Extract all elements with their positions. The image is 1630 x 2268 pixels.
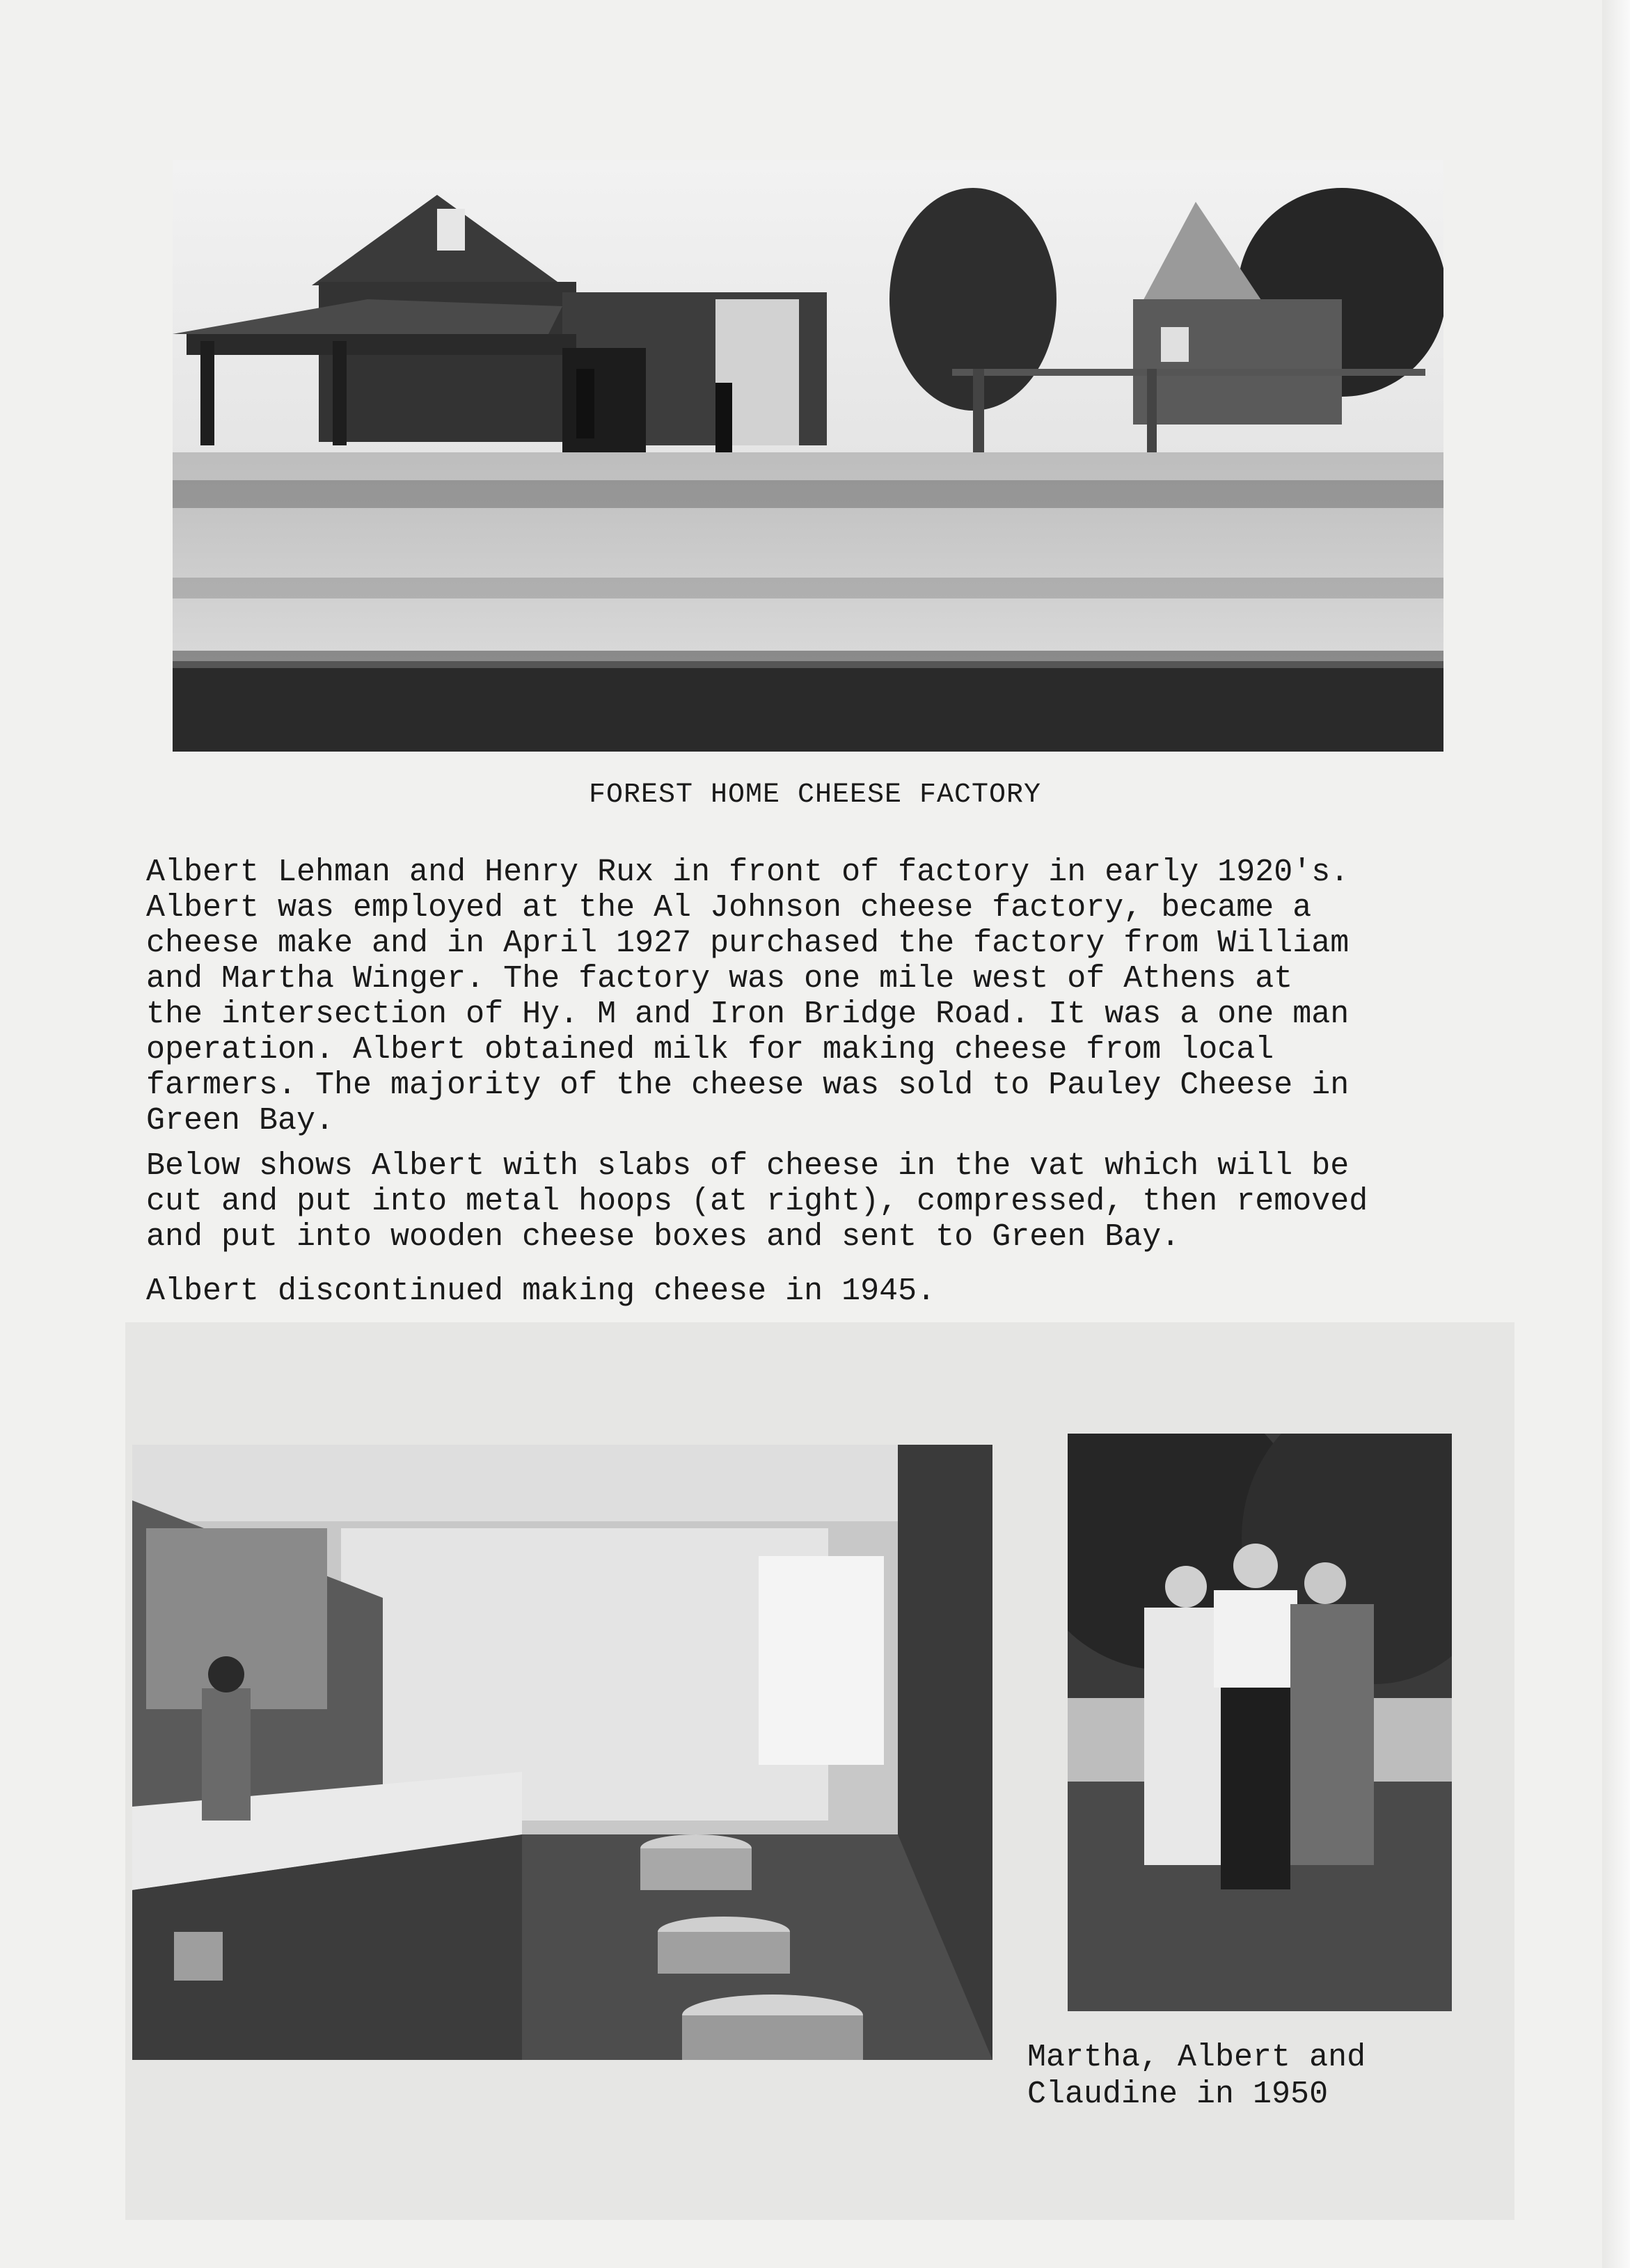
page-edge bbox=[1602, 0, 1630, 2268]
paragraph-discontinued: Albert discontinued making cheese in 1945. bbox=[146, 1274, 936, 1309]
factory-photo bbox=[173, 160, 1443, 752]
family-photo bbox=[1068, 1434, 1452, 2011]
cheese-vat-photo bbox=[132, 1445, 992, 2060]
factory-photo-caption: FOREST HOME CHEESE FACTORY bbox=[588, 779, 1042, 811]
family-photo-caption: Martha, Albert and Claudine in 1950 bbox=[1027, 2040, 1366, 2112]
paragraph-vat-description: Below shows Albert with slabs of cheese in the vat which will be cut and put into metal hoops (at right), compressed, then removed and put into wooden cheese boxes and sent to Green Bay. bbox=[146, 1148, 1368, 1255]
paragraph-history: Albert Lehman and Henry Rux in front of factory in early 1920's. Albert was employed at the Al Johnson cheese factory, became a cheese make and in April 1927 purchased the factory from William and Martha Winger. The factory was one mile west of Athens at the intersection of Hy. M and Iron Bridge Road. It was a one man operation. Albert obtained milk for making cheese from local farmers. The majority of the cheese was sold to Pauley Cheese in Green Bay. bbox=[146, 855, 1350, 1139]
